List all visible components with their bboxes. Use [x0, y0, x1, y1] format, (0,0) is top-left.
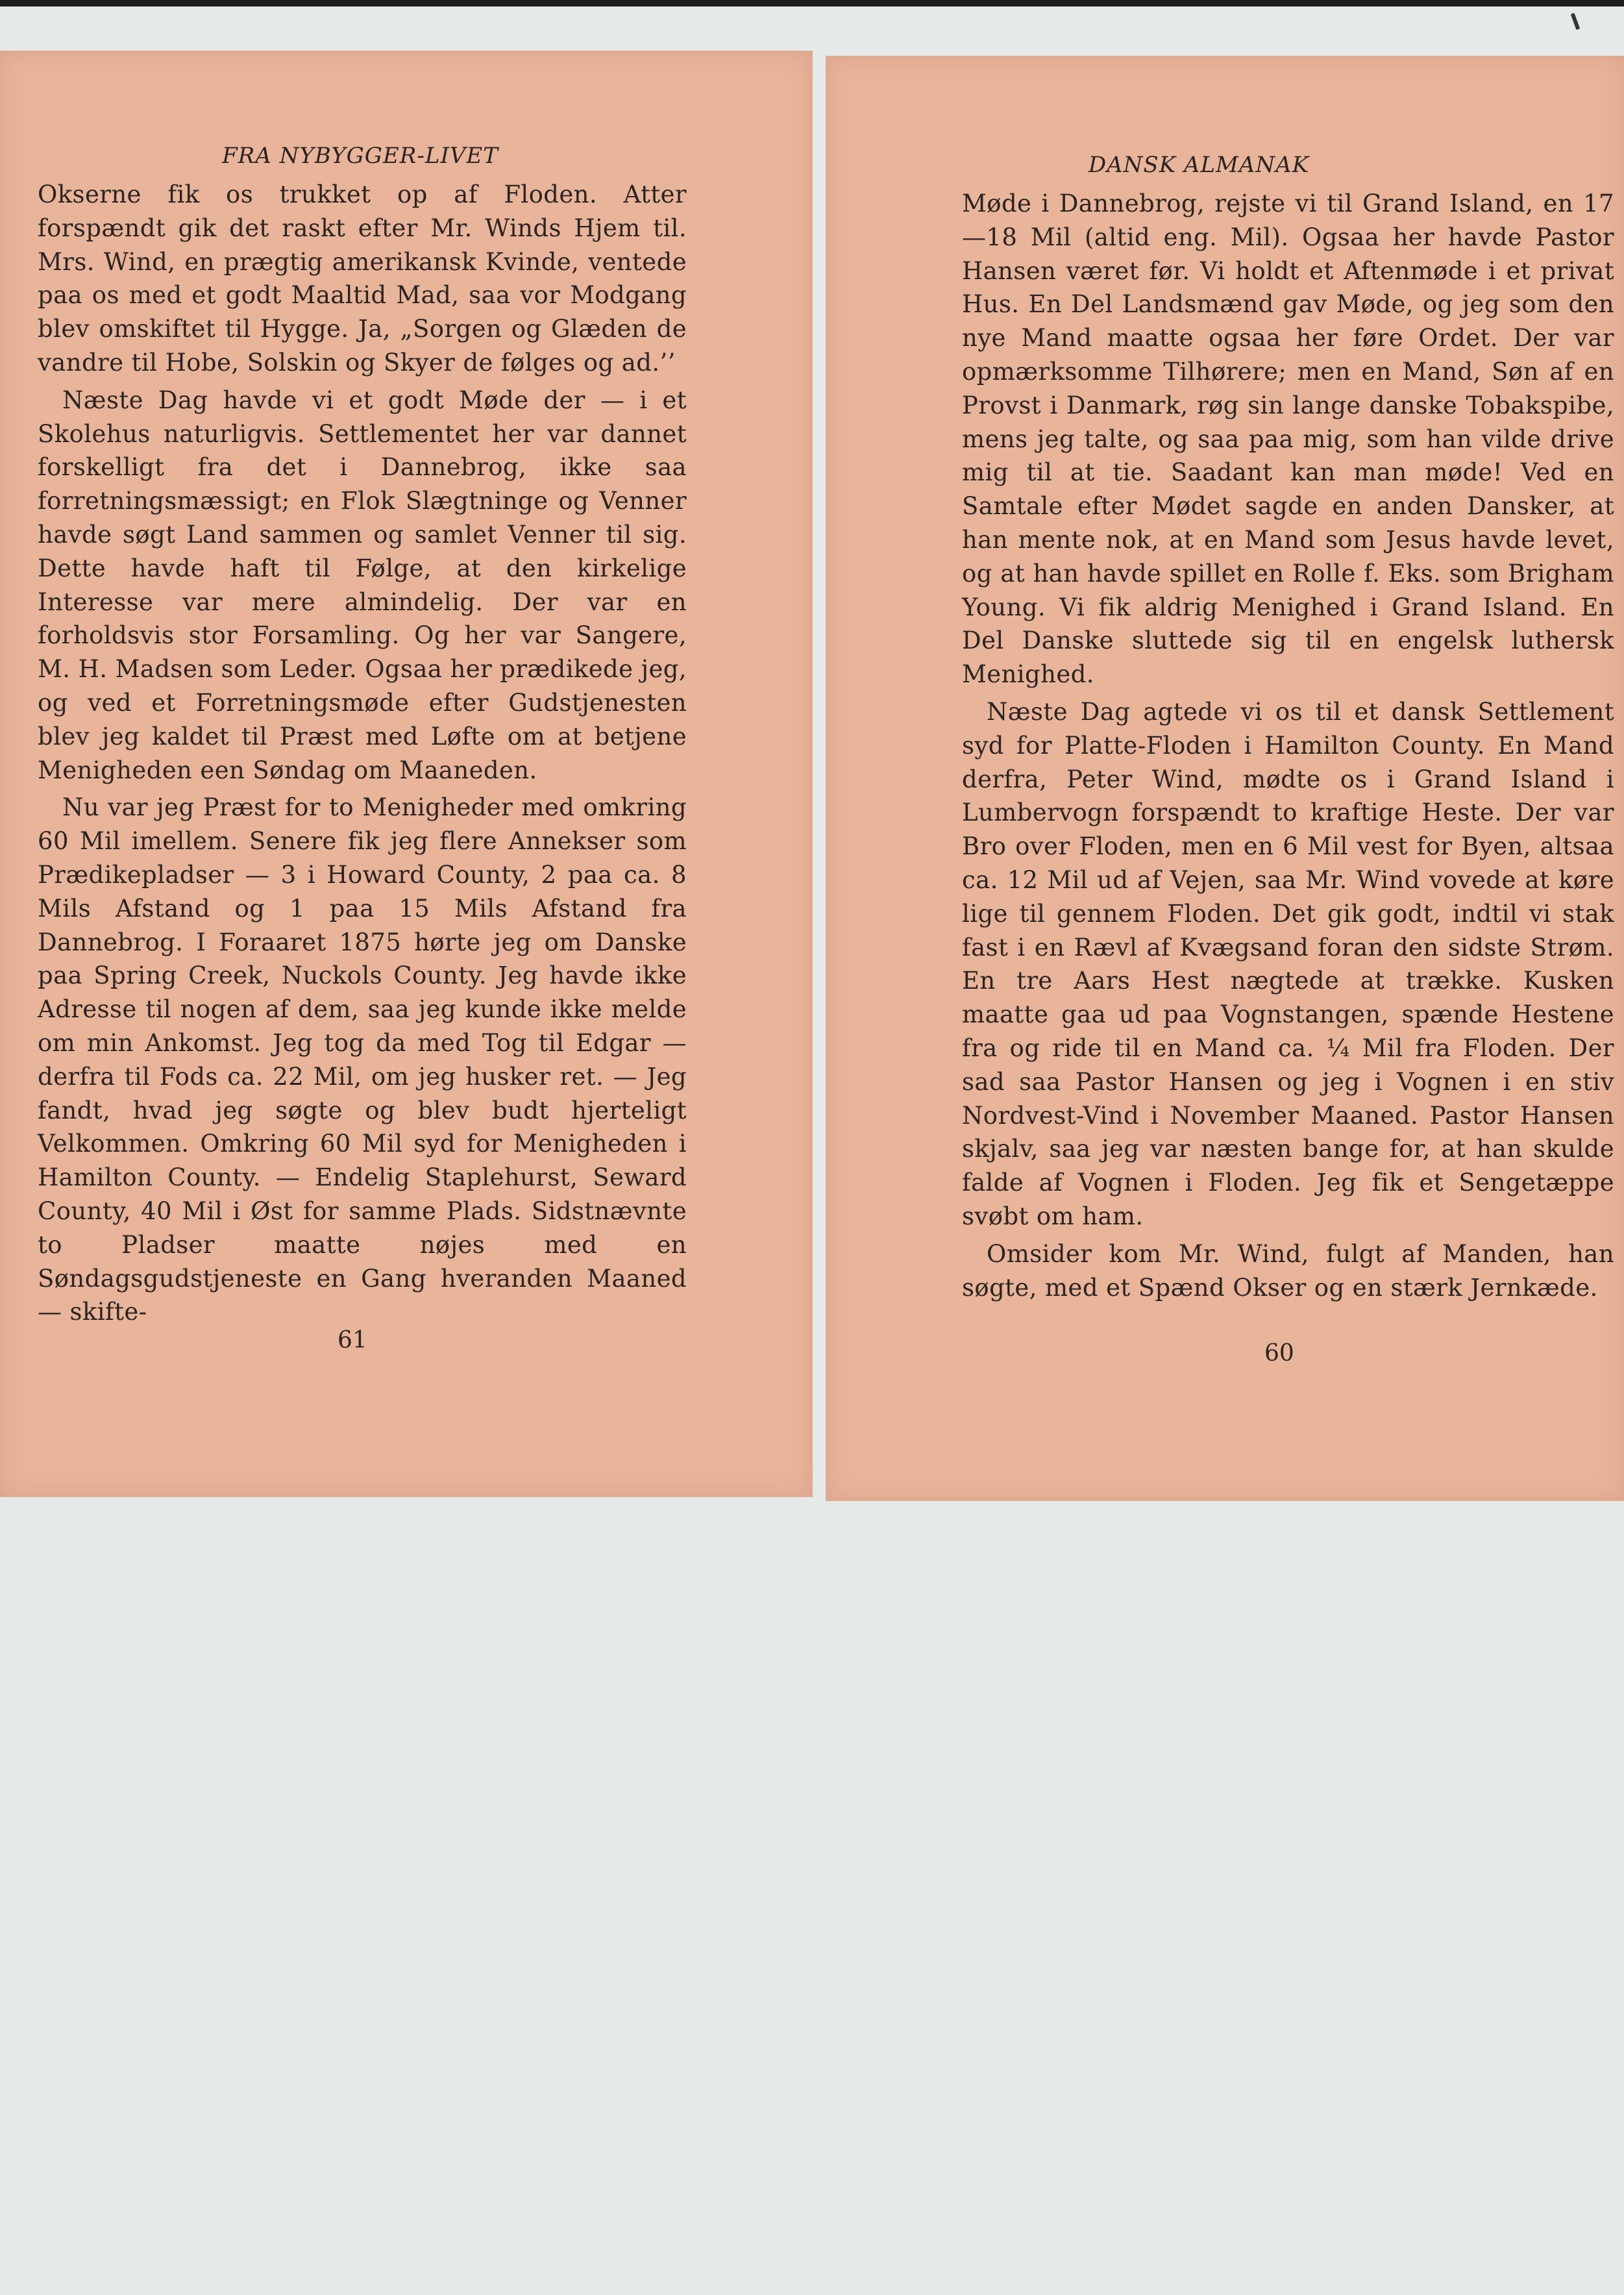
page-number: 60	[1264, 1340, 1294, 1367]
paragraph: Møde i Dannebrog, rejste vi til Grand Island, en 17—18 Mil (altid eng. Mil). Ogsaa her havde Pastor Hansen været før. Vi holdt et Aftenmøde i et privat Hus. En Del Landsmænd gav Møde, og jeg som den nye Mand maatte ogsaa her føre Ordet. Der var opmærksomme Tilhørere; men en Mand, Søn af en Provst i Danmark, røg sin lange danske Tobakspibe, mens jeg talte, og saa paa mig, som han vilde drive mig til at tie. Saadant kan man møde! Ved en Samtale efter Mødet sagde en anden Dansker, at han mente nok, at en Mand som Jesus havde levet, og at han havde spillet en Rolle f. Eks. som Brigham Young. Vi fik aldrig Menighed i Grand Island. En Del Danske sluttede sig til en engelsk luthersk Menighed.	[962, 190, 1614, 689]
page-number: 61	[338, 1327, 367, 1354]
stray-mark	[1571, 13, 1581, 30]
right-page	[826, 56, 1624, 1501]
paragraph: Okserne fik os trukket op af Floden. Atter forspændt gik det raskt efter Mr. Winds Hjem til. Mrs. Wind, en prægtig amerikansk Kvinde, ventede paa os med et godt Maaltid Mad, saa vor Modgang blev omskiftet til Hygge. Ja, „Sorgen og Glæden de vandre til Hobe, Solskin og Skyer de følges og ad.’’	[38, 180, 687, 377]
scanner-edge	[0, 0, 1624, 6]
paragraph: Nu var jeg Præst for to Menigheder med omkring 60 Mil imellem. Senere fik jeg flere Annekser som Prædikepladser — 3 i Howard County, 2 paa ca. 8 Mils Afstand og 1 paa 15 Mils Afstand fra Dannebrog. I Foraaret 1875 hørte jeg om Danske paa Spring Creek, Nuckols County. Jeg havde ikke Adresse til nogen af dem, saa jeg kunde ikke melde om min Ankomst. Jeg tog da med Tog til Edgar — derfra til Fods ca. 22 Mil, om jeg husker ret. — Jeg fandt, hvad jeg søgte og blev budt hjerteligt Velkommen. Omkring 60 Mil syd for Menigheden i Hamilton County. — Endelig Staplehurst, Seward County, 40 Mil i Øst for samme Plads. Sidstnævnte to Pladser maatte nøjes med en Søndagsgudstjeneste en Gang hveranden Maaned — skifte-	[38, 793, 687, 1326]
running-head: DANSK ALMANAK	[1088, 152, 1310, 178]
page-body	[38, 178, 687, 1333]
page-body	[962, 187, 1614, 1308]
running-head: FRA NYBYGGER-LIVET	[222, 143, 498, 169]
paragraph: Omsider kom Mr. Wind, fulgt af Manden, han søgte, med et Spænd Okser og en stærk Jernkæde.	[962, 1239, 1614, 1302]
paragraph: Næste Dag havde vi et godt Møde der — i et Skolehus naturligvis. Settlementet her var dannet forskelligt fra det i Dannebrog, ikke saa forretningsmæssigt; en Flok Slægtninge og Venner havde søgt Land sammen og samlet Venner til sig. Dette havde haft til Følge, at den kirkelige Interesse var mere almindelig. Der var en forholdsvis stor Forsamling. Og her var Sangere, M. H. Madsen som Leder. Ogsaa her prædikede jeg, og ved et Forretningsmøde efter Gudstjenesten blev jeg kaldet til Præst med Løfte om at betjene Menigheden een Søndag om Maaneden.	[38, 386, 687, 784]
paragraph: Næste Dag agtede vi os til et dansk Settlement syd for Platte-Floden i Hamilton County. En Mand derfra, Peter Wind, mødte os i Grand Island i Lumbervogn forspændt to kraftige Heste. Der var Bro over Floden, men en 6 Mil vest for Byen, altsaa ca. 12 Mil ud af Vejen, saa Mr. Wind vovede at køre lige til gennem Floden. Det gik godt, indtil vi stak fast i en Rævl af Kvægsand foran den sidste Strøm. En tre Aars Hest nægtede at trække. Kusken maatte gaa ud paa Vognstangen, spænde Hestene fra og ride til en Mand ca. ¼ Mil fra Floden. Der sad saa Pastor Hansen og jeg i Vognen i en stiv Nordvest-Vind i November Maaned. Pastor Hansen skjalv, saa jeg var næsten bange for, at han skulde falde af Vognen i Floden. Jeg fik et Sengetæppe svøbt om ham.	[962, 697, 1614, 1230]
left-page	[0, 51, 813, 1497]
